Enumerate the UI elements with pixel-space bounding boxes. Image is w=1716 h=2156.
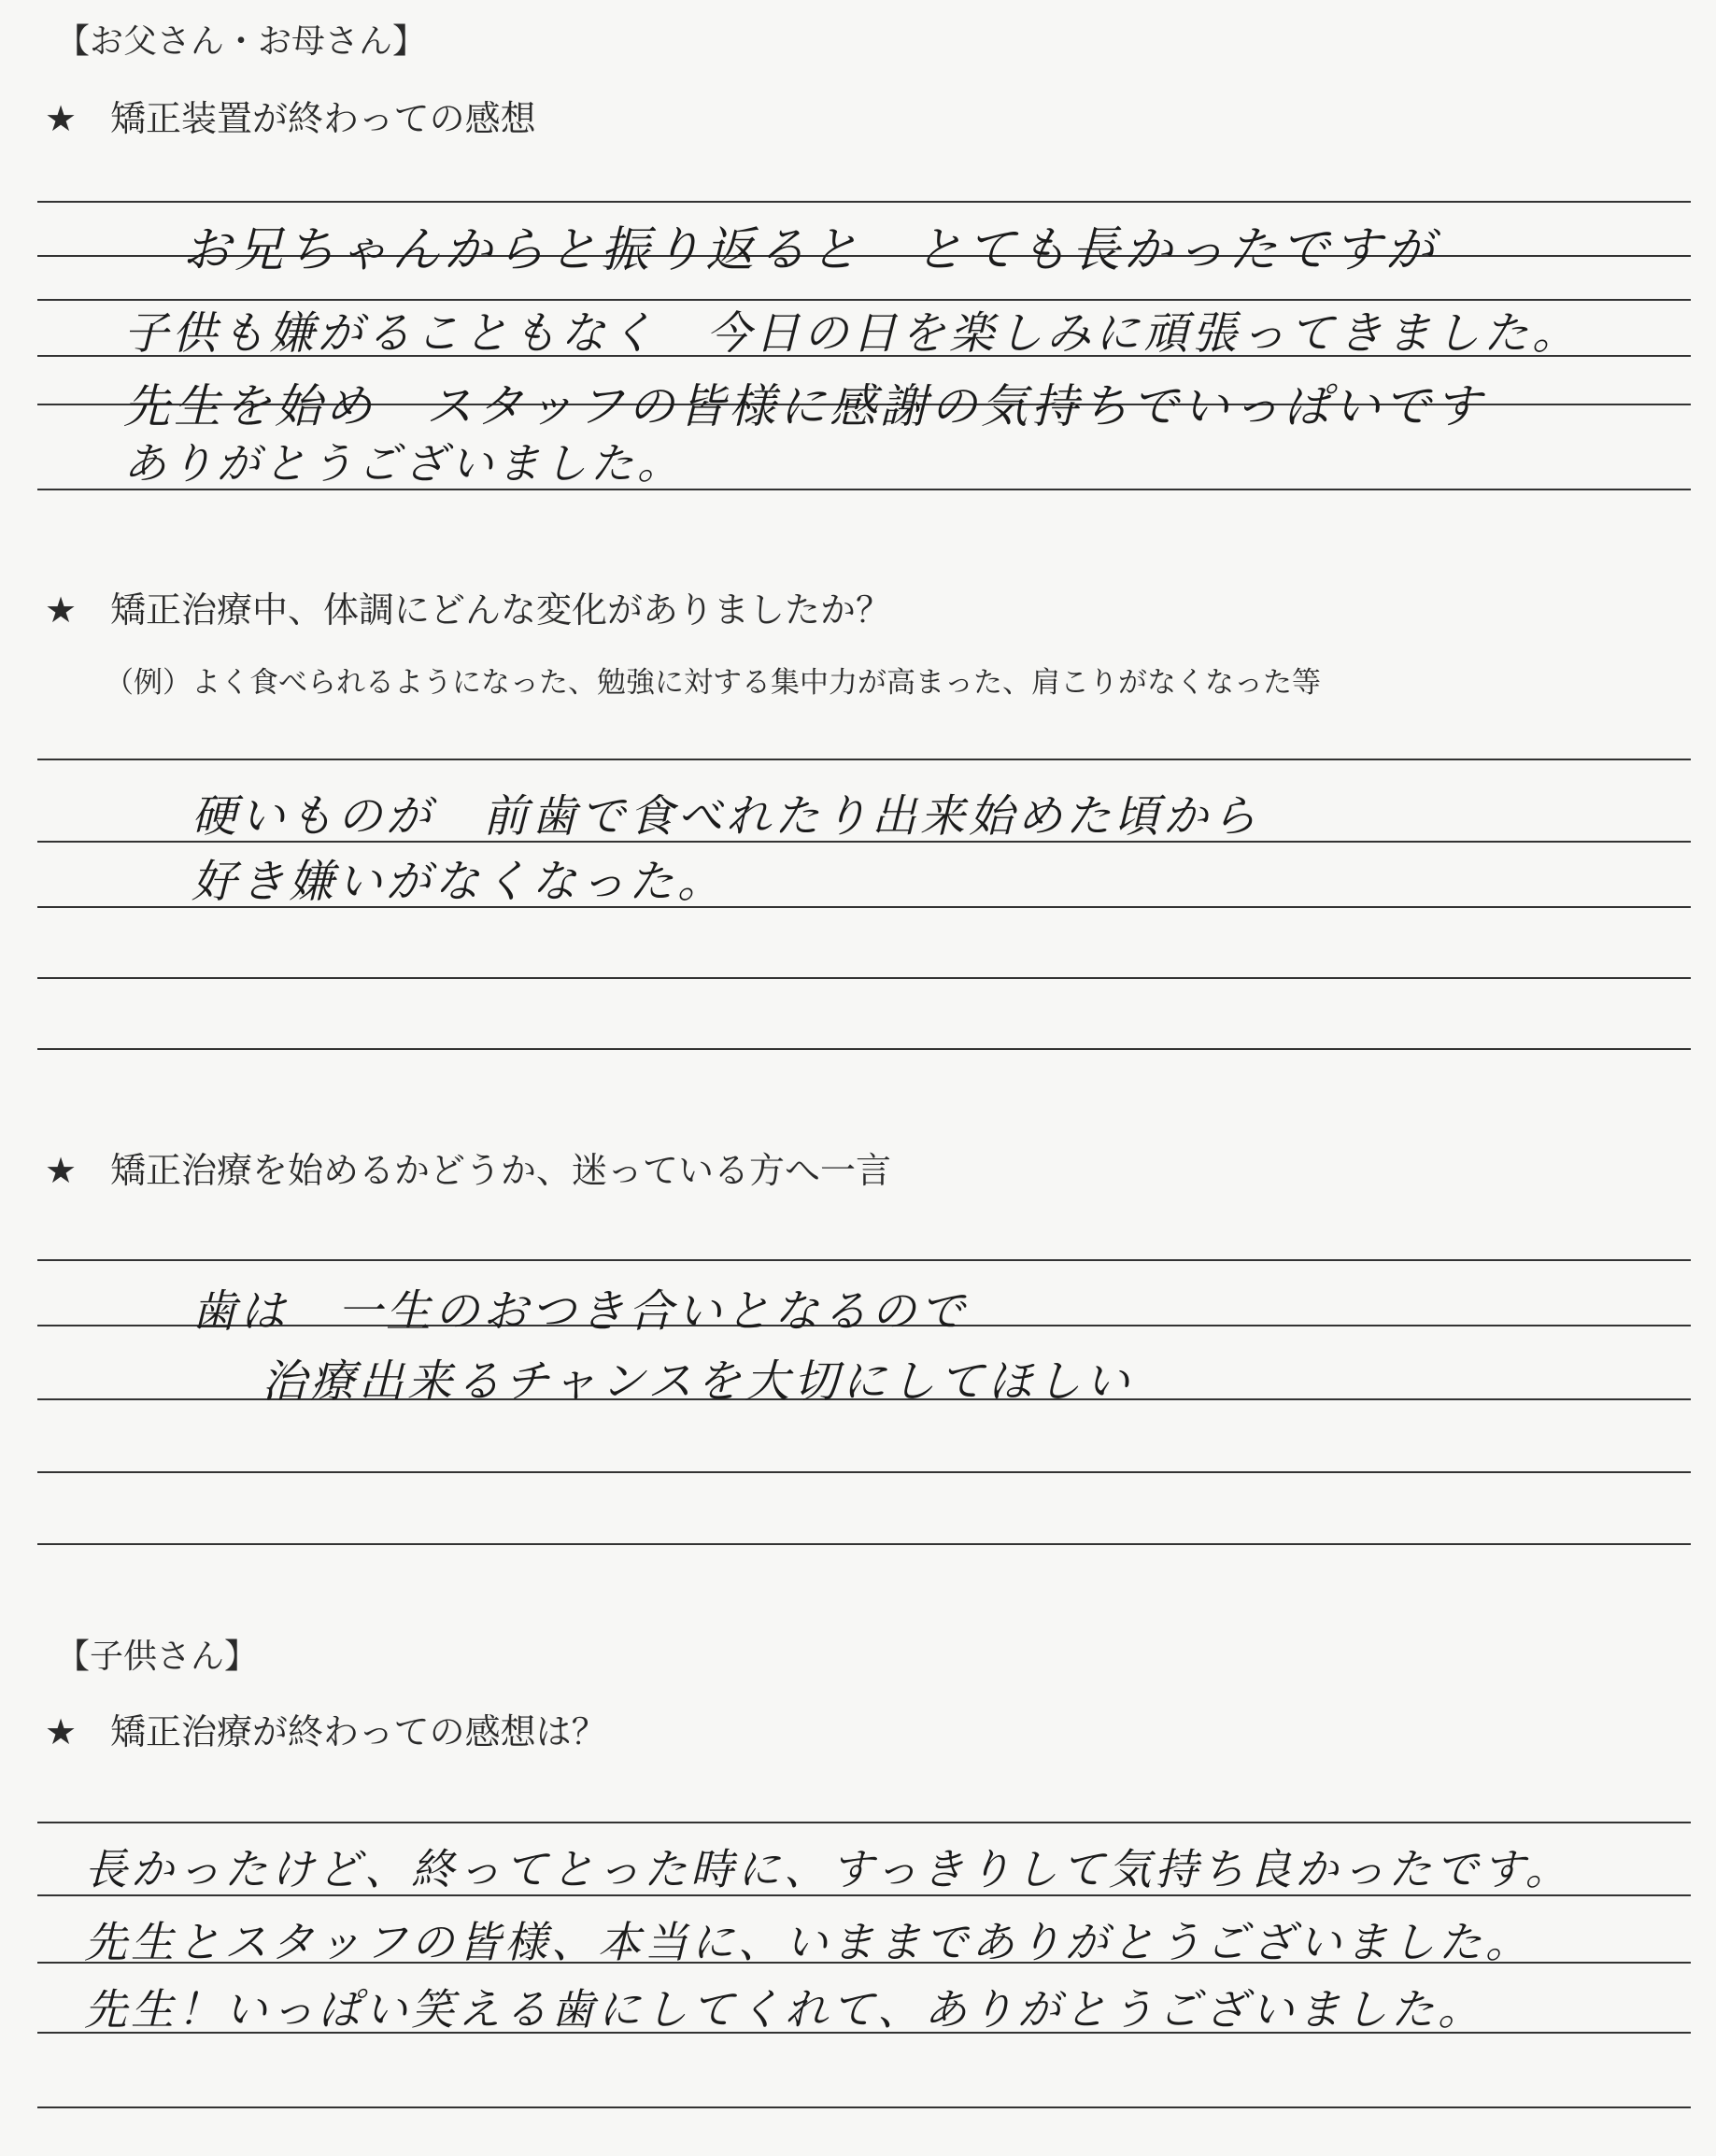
child-q1-question: [45, 1703, 607, 1754]
ruled-line: [37, 1048, 1691, 1050]
parents-q2-text: 矯正治療中、体調にどんな変化がありましたか？: [110, 589, 892, 631]
handwritten-answer-line: 先生を始め スタッフの皆様に感謝の気持ちでいっぱいです: [123, 379, 1485, 433]
ruled-line: [37, 1543, 1691, 1545]
child-q1-text: 矯正治療が終わっての感想は？: [110, 1711, 607, 1752]
handwritten-answer-line: 子供も嫌がることもなく 今日の日を楽しみに頑張ってきました。: [123, 307, 1581, 360]
parents-q3-question: [45, 1142, 891, 1193]
handwritten-answer-line: 長かったけど、終ってとった時に、すっきりして気持ち良かったです。: [84, 1844, 1572, 1894]
handwritten-answer-line: 歯は 一生のおつき合いとなるので: [191, 1285, 969, 1338]
star-icon: ★: [45, 1150, 78, 1191]
ruled-line: [37, 977, 1691, 979]
handwritten-answer-line: 先生！いっぱい笑える歯にしてくれて、ありがとうございました。: [84, 1984, 1485, 2035]
star-icon: ★: [45, 589, 78, 631]
handwritten-answer-line: 硬いものが 前歯で食べれたり出来始めた頃から: [191, 790, 1261, 843]
ruled-line: [37, 1822, 1691, 1823]
parents-q2-question: [45, 581, 891, 632]
child-section-heading: 【子供さん】: [56, 1638, 259, 1676]
ruled-line: [37, 2106, 1691, 2108]
handwritten-answer-line: お兄ちゃんからと振り返ると とても長かったですが: [182, 222, 1439, 278]
parents-section-heading: 【お父さん・お母さん】: [56, 22, 427, 61]
handwritten-answer-line: 好き嫌いがなくなった。: [191, 856, 727, 908]
ruled-line: [37, 201, 1691, 203]
handwritten-answer-line: ありがとうございました。: [123, 438, 684, 489]
ruled-line: [37, 759, 1691, 760]
ruled-line: [37, 1259, 1691, 1261]
handwritten-answer-line: 先生とスタッフの皆様、本当に、いままでありがとうございました。: [84, 1917, 1532, 1967]
parents-q1-question: [45, 90, 536, 141]
star-icon: ★: [45, 98, 78, 139]
parents-q3-text: 矯正治療を始めるかどうか、迷っている方へ一言: [110, 1150, 892, 1191]
parents-q1-text: 矯正装置が終わっての感想: [110, 98, 536, 139]
handwritten-answer-line: 治療出来るチャンスを大切にしてほしい: [262, 1355, 1134, 1408]
ruled-line: [37, 1471, 1691, 1473]
parents-q2-example: （例）よく食べられるようになった、勉強に対する集中力が高まった、肩こりがなくなった等: [105, 666, 1321, 700]
star-icon: ★: [45, 1711, 78, 1752]
